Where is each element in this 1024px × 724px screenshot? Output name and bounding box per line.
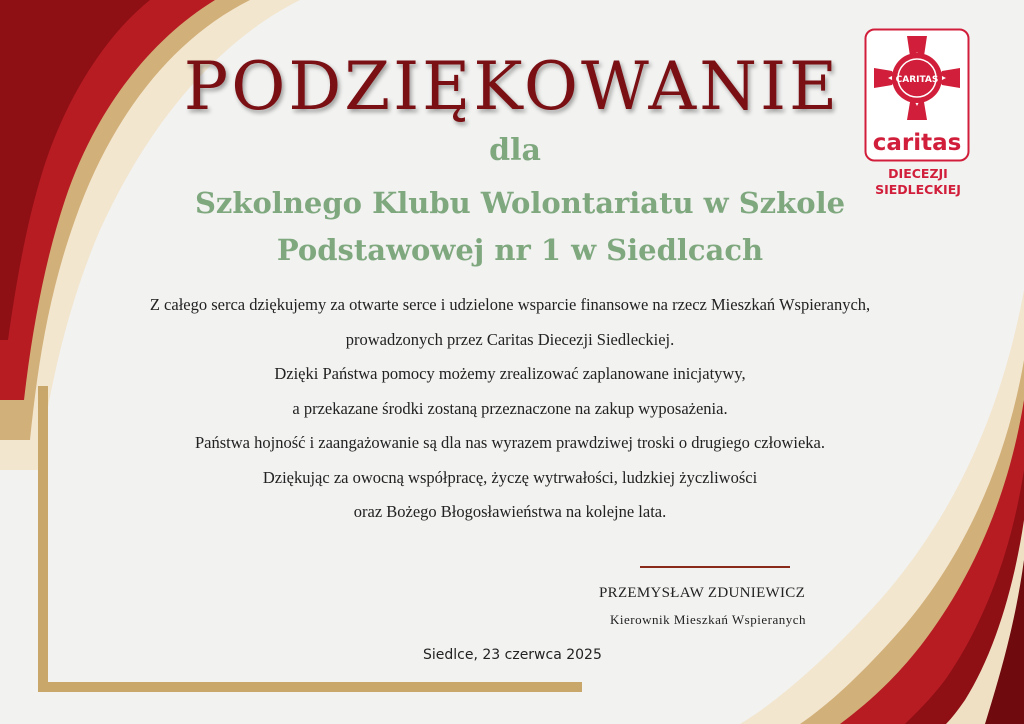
message-line: oraz Bożego Błogosławieństwa na kolejne lata. [353,502,667,521]
logo-caption-line: SIEDLECKIEJ [875,182,961,197]
logo-caption [856,166,980,198]
thank-you-message [60,288,960,530]
message-line: a przekazane środki zostaną przeznaczone na zakup wyposażenia. [292,398,728,418]
for-word: dla [489,133,541,168]
gold-frame-horizontal [38,682,582,692]
logo-seal-text: CARITAS [895,75,939,85]
date-place: Siedlce, 23 czerwca 2025 [423,647,602,663]
recipient-line: Podstawowej nr 1 w Siedlcach [276,233,764,267]
recipient-line: Szkolnego Klubu Wolontariatu w Szkole [194,186,846,220]
message-line: Z całego serca dziękujemy za otwarte serce i udzielone wsparcie finansowe na rzecz Mieszkań Wspieranych, [149,295,871,314]
recipient-name [140,180,900,274]
logo-brand: caritas [872,130,962,156]
signature-line [640,566,790,568]
gold-frame-vertical [38,386,48,692]
message-line: Dziękując za owocną współpracę, życzę wytrwałości, ludzkiej życzliwości [262,467,758,487]
page-title: PODZIĘKOWANIE [183,48,841,125]
message-line: Państwa hojność i zaangażowanie są dla nas wyrazem prawdziwej troski o drugiego człowieka. [195,433,825,452]
caritas-logo [864,28,970,162]
signatory-name: PRZEMYSŁAW ZDUNIEWICZ [599,585,806,601]
signatory-role: Kierownik Mieszkań Wspieranych [610,612,806,627]
message-line: Dzięki Państwa pomocy możemy zrealizować zaplanowane inicjatywy, [274,364,746,383]
message-line: prowadzonych przez Caritas Diecezji Siedleckiej. [345,329,675,349]
logo-caption-line: DIECEZJI [888,166,948,181]
